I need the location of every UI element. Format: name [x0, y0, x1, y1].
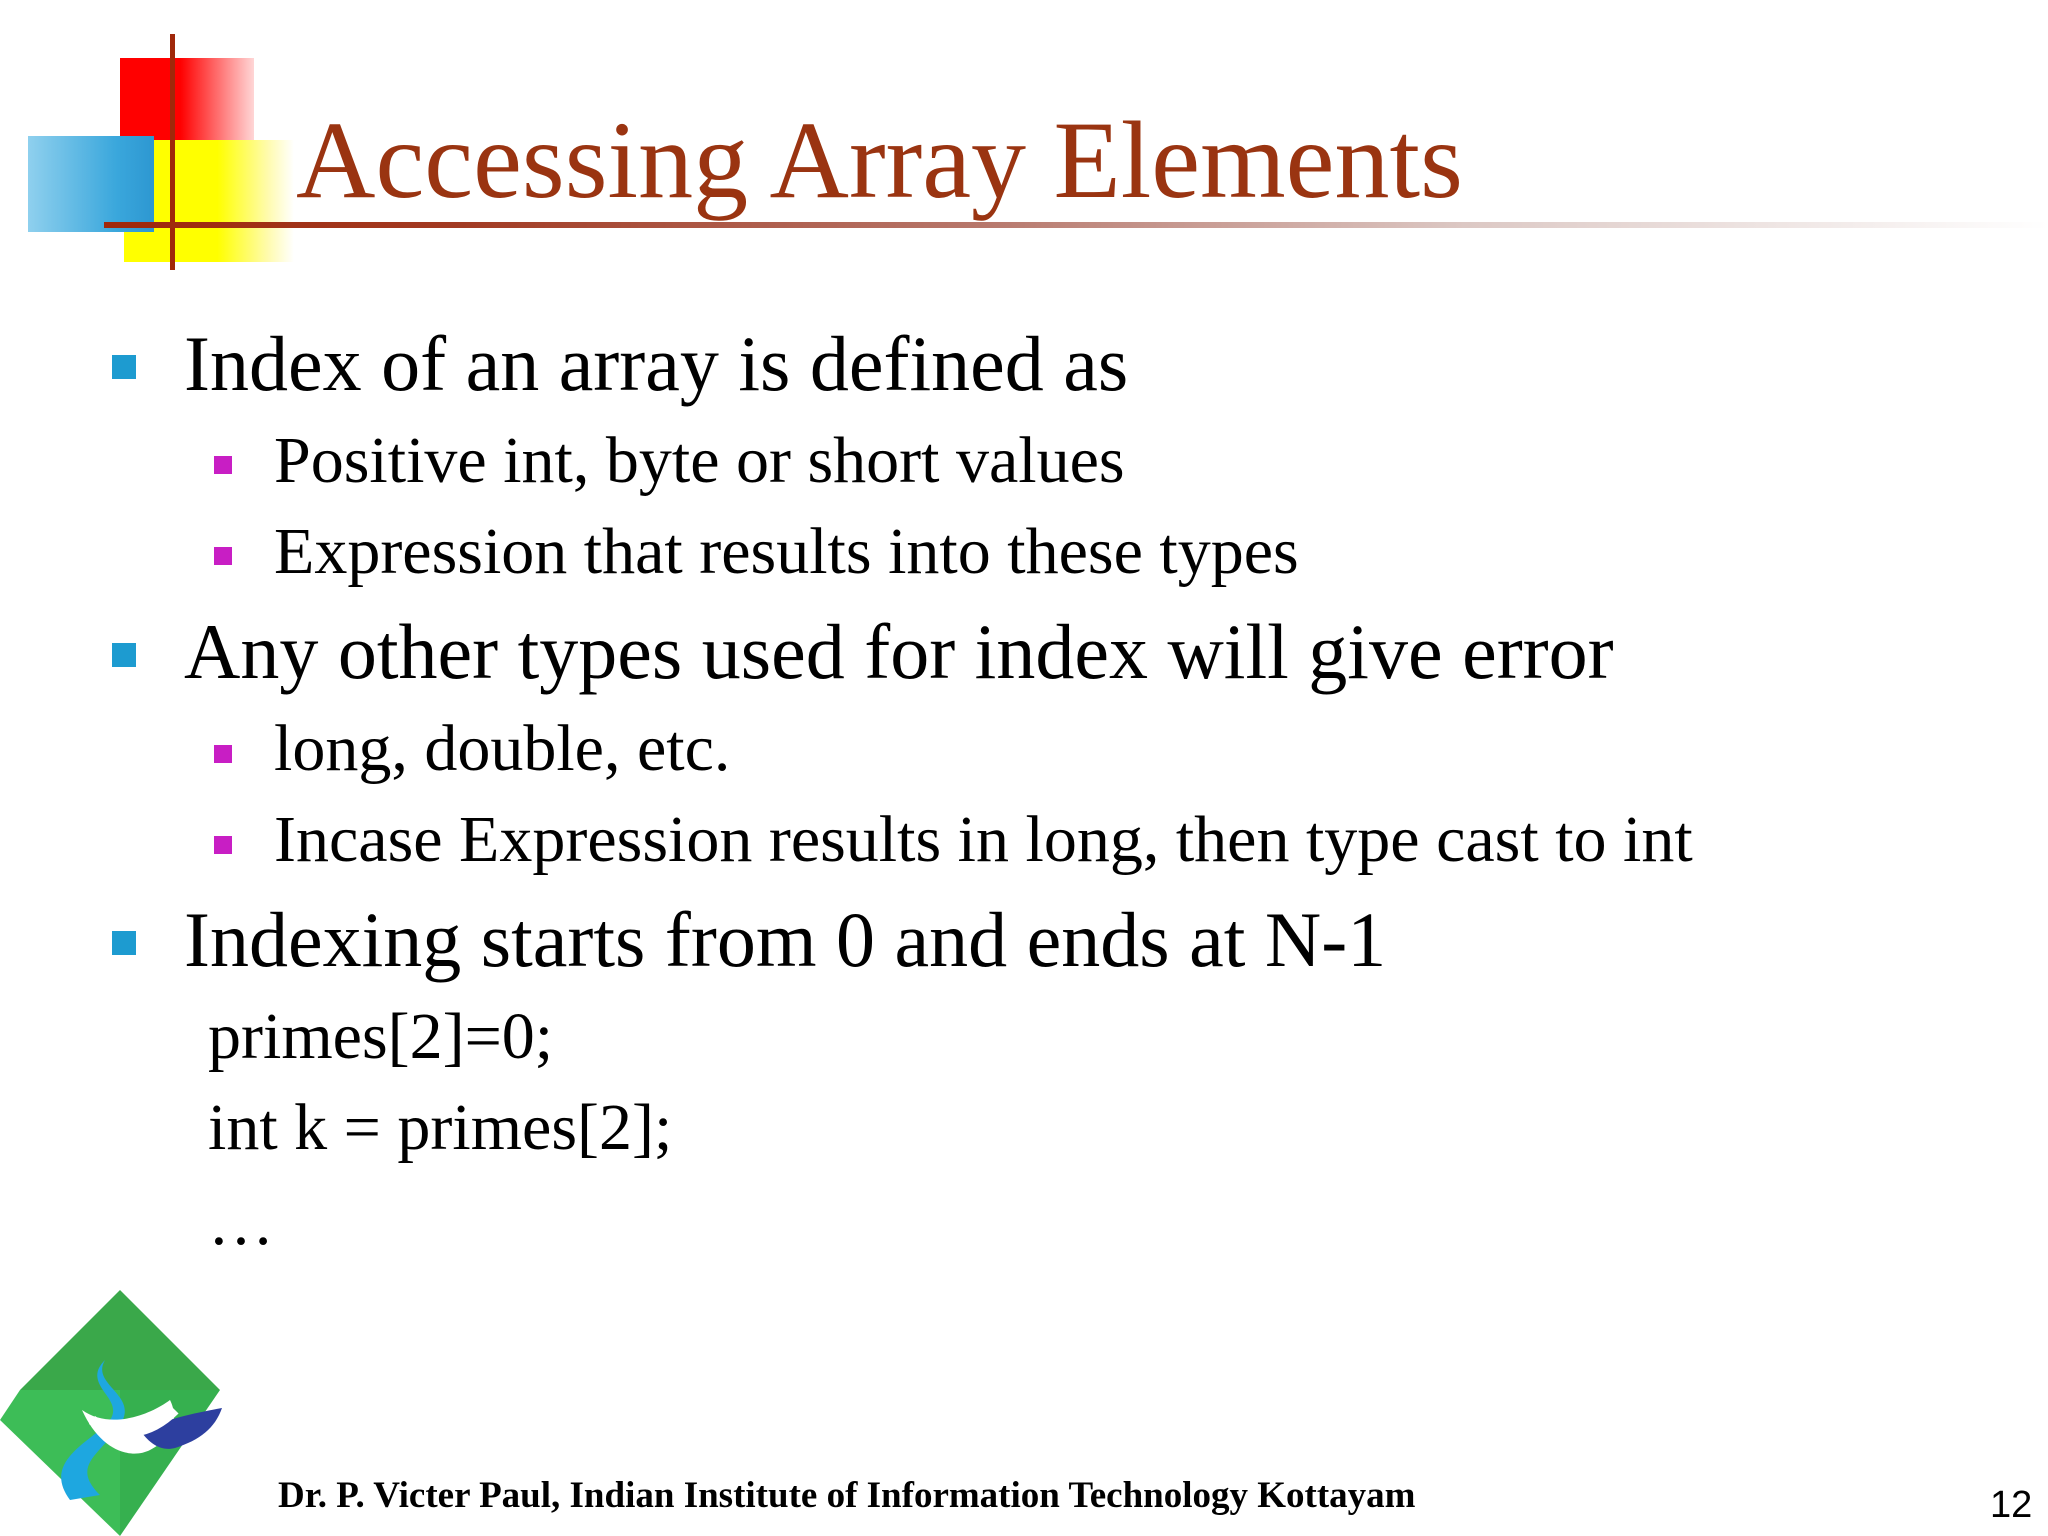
- page-number: 12: [1990, 1484, 2033, 1526]
- bullet-level1: Indexing starts from 0 and ends at N-1: [184, 896, 1387, 983]
- small-square-bullet-icon: [214, 745, 232, 763]
- bullet-level2: Incase Expression results in long, then type cast to int: [274, 803, 1693, 876]
- bullet-level2: long, double, etc.: [274, 712, 731, 785]
- square-bullet-icon: [112, 355, 136, 379]
- footer-credit: Dr. P. Victer Paul, Indian Institute of Information Technology Kottayam: [278, 1475, 1416, 1516]
- bullet-level1: Any other types used for index will give error: [184, 608, 1614, 695]
- small-square-bullet-icon: [214, 456, 232, 474]
- small-square-bullet-icon: [214, 836, 232, 854]
- iiit-kottayam-logo: [0, 1290, 230, 1536]
- code-line: …: [208, 1186, 274, 1259]
- decor-blue-square: [28, 136, 154, 232]
- code-line: int k = primes[2];: [208, 1091, 673, 1164]
- bullet-level2: Expression that results into these types: [274, 515, 1299, 588]
- decor-vertical-line: [170, 34, 175, 270]
- slide-title: Accessing Array Elements: [296, 99, 1463, 221]
- title-underline: [104, 222, 2048, 228]
- bullet-level2: Positive int, byte or short values: [274, 424, 1125, 497]
- bullet-level1: Index of an array is defined as: [184, 320, 1129, 407]
- code-line: primes[2]=0;: [208, 1000, 554, 1073]
- square-bullet-icon: [112, 931, 136, 955]
- small-square-bullet-icon: [214, 547, 232, 565]
- square-bullet-icon: [112, 643, 136, 667]
